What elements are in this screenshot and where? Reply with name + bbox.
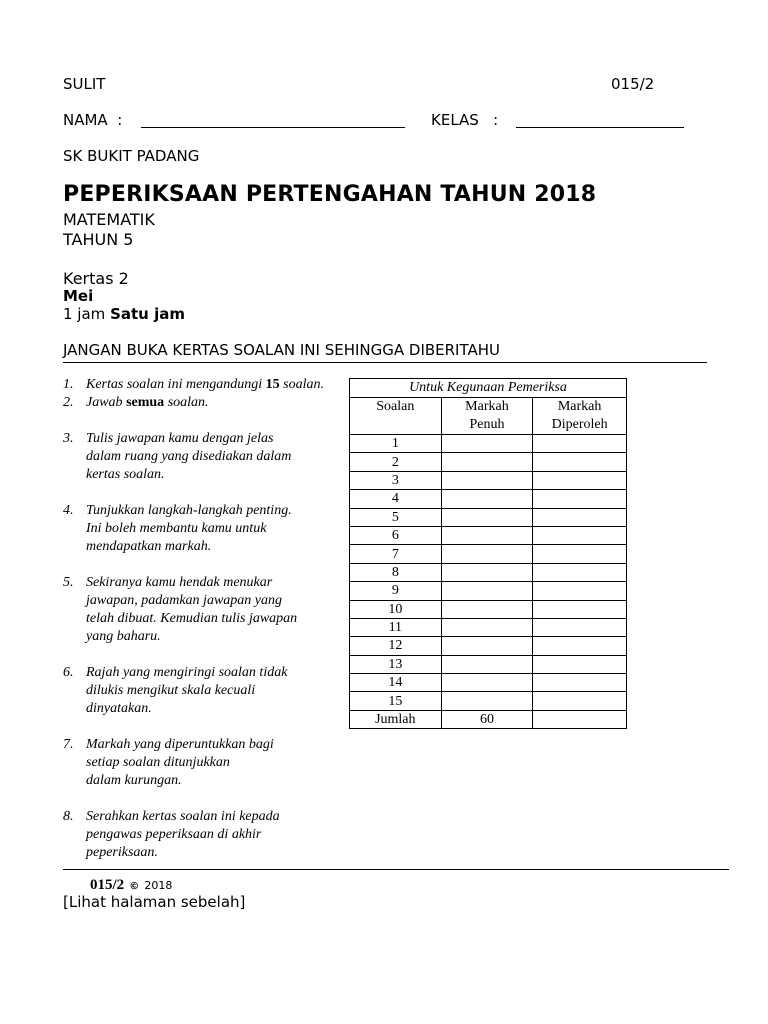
paper-number: Kertas 2: [63, 269, 129, 288]
full-marks-cell[interactable]: [441, 692, 533, 710]
obtained-marks-cell[interactable]: [533, 526, 627, 544]
question-number: 8: [350, 563, 442, 581]
divider-top: [63, 362, 707, 363]
full-marks-cell[interactable]: [441, 637, 533, 655]
question-number: 11: [350, 618, 442, 636]
exam-month: Mei: [63, 287, 94, 305]
obtained-marks-cell[interactable]: [533, 563, 627, 581]
question-number: 14: [350, 674, 442, 692]
instruction-item: 2. Jawab semua soalan.: [63, 395, 209, 410]
full-marks-cell[interactable]: [441, 508, 533, 526]
instruction-item: 7. Markah yang diperuntukkan bagi setiap soalan ditunjukkan dalam kurungan.: [63, 737, 274, 788]
obtained-marks-cell[interactable]: [533, 508, 627, 526]
table-row: [350, 453, 627, 471]
question-number: 1: [350, 435, 442, 453]
table-row: [350, 600, 627, 618]
full-marks-cell[interactable]: [441, 490, 533, 508]
full-marks-cell[interactable]: [441, 435, 533, 453]
header-question: Soalan: [350, 398, 442, 435]
examiner-marks-table: [349, 378, 627, 729]
table-row: [350, 582, 627, 600]
obtained-marks-cell[interactable]: [533, 655, 627, 673]
class-label: KELAS :: [431, 111, 499, 129]
name-label: NAMA :: [63, 111, 123, 129]
copyright-icon: ©: [129, 881, 140, 892]
footer-code: 015/2 © 2018: [90, 877, 173, 893]
question-number: 12: [350, 637, 442, 655]
question-number: 3: [350, 471, 442, 489]
instruction-item: 8. Serahkan kertas soalan ini kepada pengawas peperiksaan di akhir peperiksaan.: [63, 809, 280, 860]
obtained-marks-cell[interactable]: [533, 600, 627, 618]
exam-title: PEPERIKSAAN PERTENGAHAN TAHUN 2018: [63, 182, 597, 207]
full-marks-cell[interactable]: [441, 655, 533, 673]
paper-code: 015/2: [611, 75, 655, 93]
full-marks-cell[interactable]: [441, 600, 533, 618]
full-marks-cell[interactable]: [441, 471, 533, 489]
table-row: [350, 508, 627, 526]
obtained-marks-cell[interactable]: [533, 471, 627, 489]
instruction-item: 1. Kertas soalan ini mengandungi 15 soalan.: [63, 377, 325, 392]
full-marks-cell[interactable]: [441, 674, 533, 692]
obtained-marks-cell[interactable]: [533, 674, 627, 692]
obtained-marks-cell[interactable]: [533, 490, 627, 508]
obtained-marks-cell[interactable]: [533, 618, 627, 636]
full-marks-cell[interactable]: [441, 563, 533, 581]
table-row: [350, 692, 627, 710]
table-row: [350, 618, 627, 636]
instruction-item: 6. Rajah yang mengiringi soalan tidak dilukis mengikut skala kecuali dinyatakan.: [63, 665, 288, 716]
full-marks-cell[interactable]: [441, 526, 533, 544]
instructions-list: [63, 376, 348, 862]
question-number: 15: [350, 692, 442, 710]
question-number: 4: [350, 490, 442, 508]
table-row: [350, 490, 627, 508]
total-label: Jumlah: [350, 710, 442, 728]
obtained-marks-cell[interactable]: [533, 692, 627, 710]
full-marks-cell[interactable]: [441, 453, 533, 471]
question-number: 9: [350, 582, 442, 600]
table-row: [350, 637, 627, 655]
header-obtained-marks: Markah Diperoleh: [533, 398, 627, 435]
full-marks-cell[interactable]: [441, 582, 533, 600]
total-obtained-cell[interactable]: [533, 710, 627, 728]
table-row: [350, 471, 627, 489]
instruction-item: 4. Tunjukkan langkah-langkah penting. Ini boleh membantu kamu untuk mendapatkan markah.: [63, 503, 292, 554]
class-field-line[interactable]: [516, 127, 684, 128]
warning-text: JANGAN BUKA KERTAS SOALAN INI SEHINGGA DIBERITAHU: [63, 341, 500, 359]
table-row: [350, 526, 627, 544]
full-marks-cell[interactable]: [441, 618, 533, 636]
table-row: [350, 545, 627, 563]
question-number: 6: [350, 526, 442, 544]
table-row: [350, 655, 627, 673]
total-full-marks: 60: [441, 710, 533, 728]
table-row: [350, 435, 627, 453]
full-marks-cell[interactable]: [441, 545, 533, 563]
question-number: 5: [350, 508, 442, 526]
next-page-note: [Lihat halaman sebelah]: [63, 893, 246, 911]
year-level: TAHUN 5: [63, 230, 134, 249]
table-row: [350, 674, 627, 692]
question-number: 7: [350, 545, 442, 563]
divider-bottom: [63, 869, 729, 870]
question-number: 13: [350, 655, 442, 673]
obtained-marks-cell[interactable]: [533, 435, 627, 453]
obtained-marks-cell[interactable]: [533, 582, 627, 600]
header-full-marks: Markah Penuh: [441, 398, 533, 435]
question-number: 2: [350, 453, 442, 471]
table-row: [350, 563, 627, 581]
instruction-item: 3. Tulis jawapan kamu dengan jelas dalam ruang yang disediakan dalam kertas soalan.: [63, 431, 292, 482]
name-field-line[interactable]: [141, 127, 405, 128]
obtained-marks-cell[interactable]: [533, 637, 627, 655]
school-name: SK BUKIT PADANG: [63, 147, 200, 165]
instruction-item: 5. Sekiranya kamu hendak menukar jawapan, padamkan jawapan yang telah dibuat. Kemudian tulis jawapan yang baharu.: [63, 575, 298, 644]
duration: 1 jam Satu jam: [63, 305, 185, 323]
subject: MATEMATIK: [63, 210, 155, 229]
question-number: 10: [350, 600, 442, 618]
obtained-marks-cell[interactable]: [533, 453, 627, 471]
obtained-marks-cell[interactable]: [533, 545, 627, 563]
table-caption: Untuk Kegunaan Pemeriksa: [350, 379, 627, 398]
classification-label: SULIT: [63, 75, 106, 93]
